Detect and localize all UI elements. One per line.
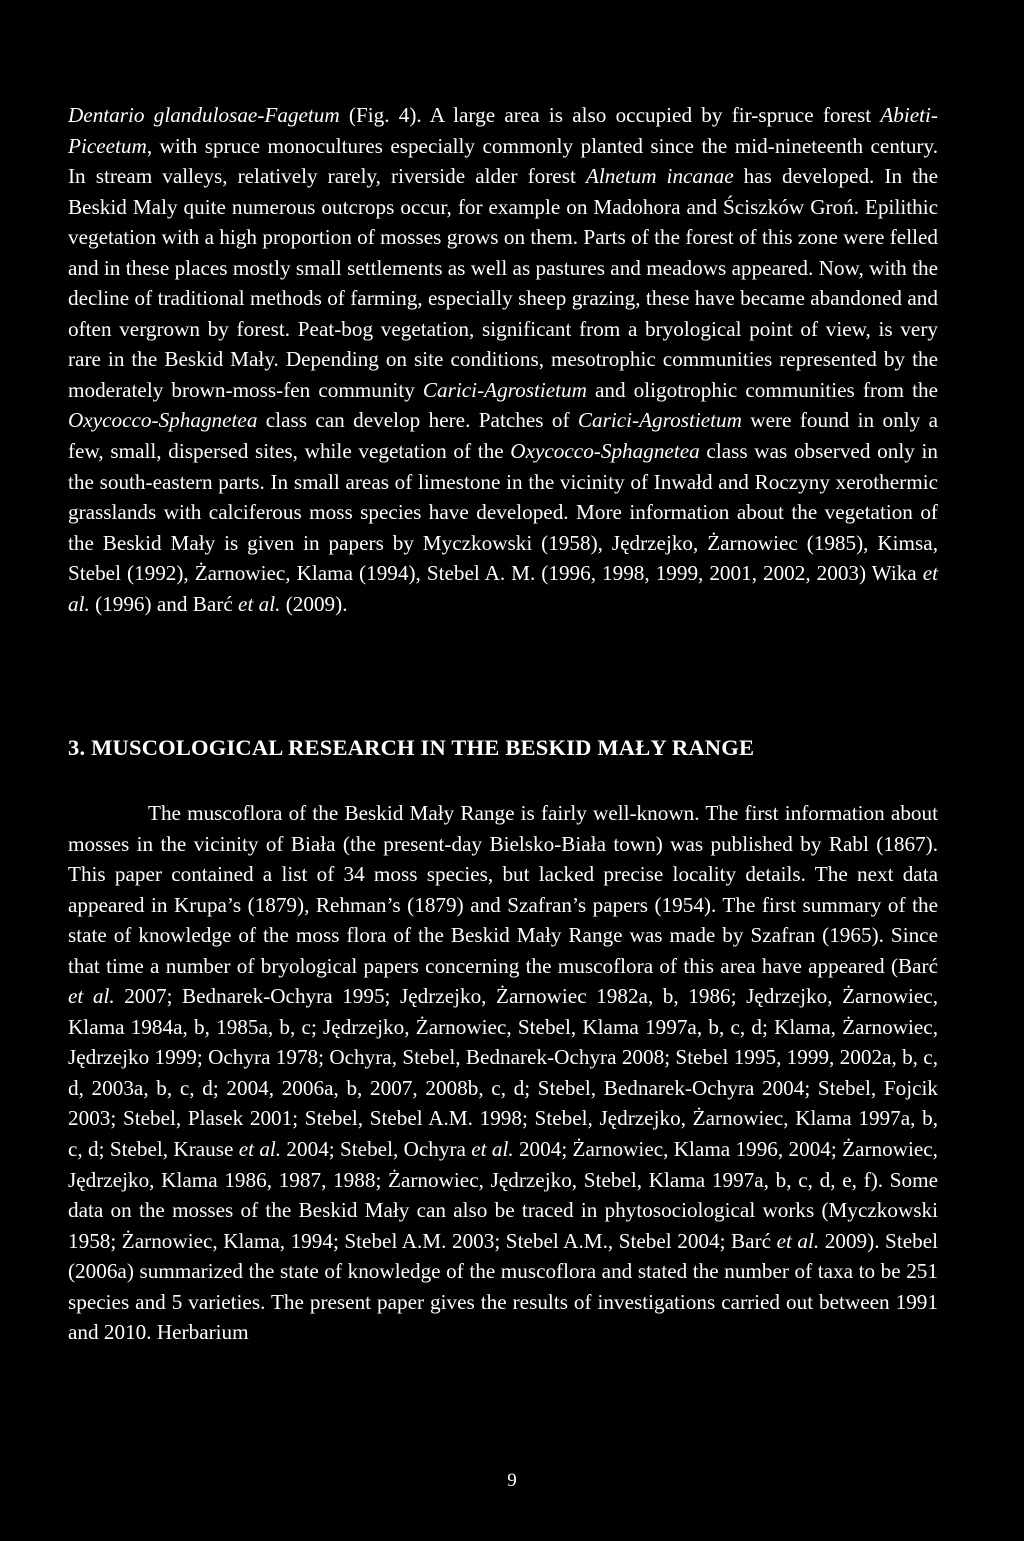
paragraph-text	[68, 100, 938, 619]
text-run: The muscoflora of the Beskid Mały Range is fairly well-known. The first information about mosses in the vicinity of Biała (the present-day Bielsko-Biała town) was published by Rabl (1867). This paper contained a list of 34 moss species, but lacked precise locality details. The next data appeared in Krupa’s (1879), Rehman’s (1879) and Szafran’s papers (1954). The first summary of the state of knowledge of the moss flora of the Beskid Mały Range was made by Szafran (1965). Since that time a number of bryological papers concerning the muscoflora of this area have appeared (Barć	[68, 801, 938, 978]
text-run: 2004; Stebel, Ochyra	[281, 1137, 472, 1162]
text-run: 2009). Stebel (2006a) summarized the state of knowledge of the muscoflora and stated the number of taxa to be 251 species and 5 varieties. The present paper gives the results of investigations carried out between 1991 and 2010. Herbarium	[68, 1228, 939, 1345]
italic-text-run: Carici-Agrostietum	[577, 408, 742, 433]
italic-text-run: et al.	[238, 591, 281, 616]
italic-text-run: et al.	[776, 1228, 820, 1253]
text-run: 2004; Żarnowiec, Klama 1996, 2004; Żarnowiec, Jędrzejko, Klama 1986, 1987, 1988; Żarnowiec, Jędrzejko, Stebel, Klama 1997a, b, c, d, e, f). Some data on the mosses of the Beskid Mały can also be traced in phytosociological works (Myczkowski 1958; Żarnowiec, Klama, 1994; Stebel A.M. 2003; Stebel A.M., Stebel 2004; Barć	[68, 1137, 938, 1253]
text-run: (Fig. 4). A large area is also occupied by fir-spruce forest	[339, 103, 881, 127]
italic-text-run: et al.	[238, 1137, 282, 1162]
text-run: 2007; Bednarek-Ochyra 1995; Jędrzejko, Żarnowiec 1982a, b, 1986; Jędrzejko, Żarnowiec, Klama 1984a, b, 1985a, b, c; Jędrzejko, Żarnowiec, Stebel, Klama 1997a, b, c, d; Klama, Żarnowiec, Jędrzejko 1999; Ochyra 1978; Ochyra, Stebel, Bednarek-Ochyra 2008; Stebel 1995, 1999, 2002a, b, c, d, 2003a, b, c, d; 2004, 2006a, b, 2007, 2008b, c, d; Stebel, Bednarek-Ochyra 2004; Stebel, Fojcik 2003; Stebel, Plasek 2001; Stebel, Stebel A.M. 1998; Stebel, Jędrzejko, Żarnowiec, Klama 1997a, b, c, d; Stebel, Krause	[68, 984, 938, 1162]
text-run: , with spruce monocultures especially commonly planted since the mid-nineteenth century. In stream valleys, relatively rarely, riverside alder forest	[68, 133, 938, 189]
italic-text-run: Dentario glandulosae-Fagetum	[68, 103, 340, 127]
italic-text-run: Oxycocco-Sphagnetea	[510, 439, 700, 464]
italic-text-run: et al.	[471, 1137, 514, 1162]
italic-text-run: et al.	[68, 561, 938, 616]
italic-text-run: Carici-Agrostietum	[422, 377, 587, 402]
italic-text-run: Abieti-Piceetum	[68, 103, 938, 158]
text-run: (2009).	[280, 591, 348, 616]
section-heading: 3. MUSCOLOGICAL RESEARCH IN THE BESKID MAŁY RANGE	[68, 735, 755, 760]
paragraph-text	[68, 798, 938, 1348]
italic-text-run: Alnetum incanae	[585, 164, 734, 189]
text-run: has developed. In the Beskid Maly quite numerous outcrops occur, for example on Madohora and Ściszków Groń. Epilithic vegetation with a high proportion of mosses grows on them. Parts of the forest of this zone were felled and in these places mostly small settlements as well as pastures and meadows appeared. Now, with the decline of traditional methods of farming, especially sheep grazing, these have became abandoned and often vergrown by forest. Peat-bog vegetation, significant from a bryological point of view, is very rare in the Beskid Mały. Depending on site conditions, mesotrophic communities represented by the moderately brown-moss-fen community	[68, 164, 938, 402]
page-number: 9	[507, 1470, 517, 1491]
italic-text-run: Oxycocco-Sphagnetea	[68, 408, 258, 433]
italic-text-run: et al.	[68, 984, 115, 1009]
text-run: (1996) and Barć	[89, 591, 239, 616]
text-run: were found in only a few, small, dispersed sites, while vegetation of the	[68, 408, 938, 464]
body-paragraph-2	[68, 798, 938, 1348]
text-run: class can develop here. Patches of	[257, 408, 578, 433]
text-run: and oligotrophic communities from the	[586, 377, 938, 402]
body-paragraph-1	[68, 100, 938, 619]
text-run: class was observed only in the south-eastern parts. In small areas of limestone in the vicinity of Inwałd and Roczyny xerothermic grasslands with calciferous moss species have developed. More information about the vegetation of the Beskid Mały is given in papers by Myczkowski (1958), Jędrzejko, Żarnowiec (1985), Kimsa, Stebel (1992), Żarnowiec, Klama (1994), Stebel A. M. (1996, 1998, 1999, 2001, 2002, 2003) Wika	[68, 439, 938, 586]
